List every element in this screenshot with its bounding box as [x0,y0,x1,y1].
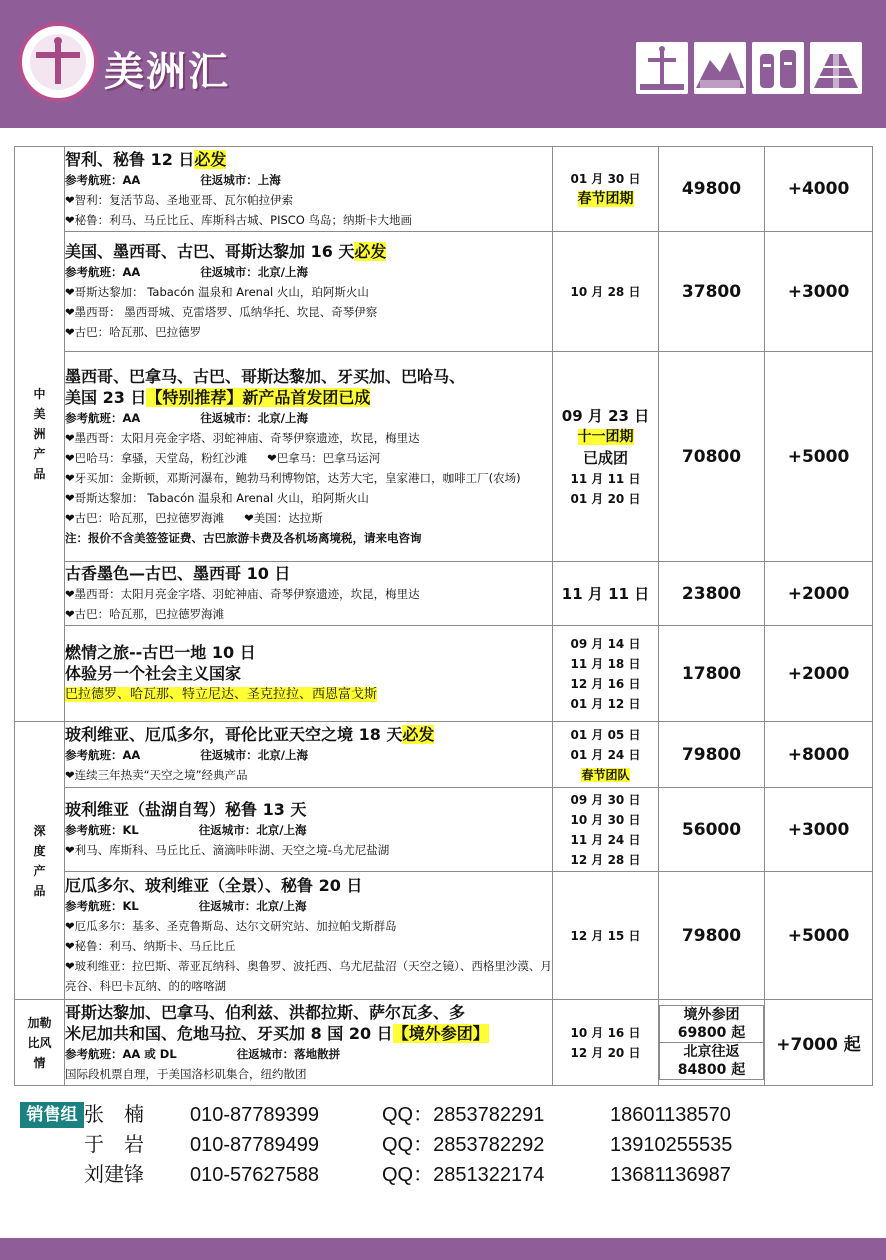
table-row [15,352,873,562]
product-desc: 美国、墨西哥、古巴、哥斯达黎加 16 天必发 参考航班：AA 往返城市：北京/上海 ❤哥斯达黎加： Tabacón 温泉和 Arenal 火山，珀阿斯火山 ❤墨西哥： 墨西哥城、克雷塔罗、瓜纳华托、坎昆、奇琴伊察 ❤古巴：哈瓦那、巴拉德罗 [65,232,553,352]
footer-bar [0,1238,886,1260]
product-price: 37800 [659,232,765,352]
christ-statue-icon [28,32,88,92]
product-price: 17800 [659,626,765,722]
product-single-supplement: +3000 [765,788,873,872]
category-caribbean: 加勒比风情 [15,1000,65,1086]
product-date: 09 月 23 日 十一团期 已成团 11 月 11 日 01 月 20 日 [553,352,659,562]
product-single-supplement: +3000 [765,232,873,352]
product-single-supplement: +7000 起 [765,1000,873,1086]
product-date: 09 月 14 日 11 月 18 日 12 月 16 日 01 月 12 日 [553,626,659,722]
product-table [14,146,873,1086]
brand-name: 美洲汇 [104,49,230,95]
table-row [15,232,873,352]
moai-icon [752,42,804,94]
table-row [15,626,873,722]
product-desc: 墨西哥、巴拿马、古巴、哥斯达黎加、牙买加、巴哈马、 美国 23 日【特别推荐】新产品首发团已成 参考航班：AA 往返城市：北京/上海 ❤墨西哥：太阳月亮金字塔、羽蛇神庙、奇琴伊察遗迹，坎昆，梅里达 ❤巴哈马：拿骚，天堂岛，粉红沙滩 ❤巴拿马：巴拿马运河 ❤牙买加：金斯顿，邓斯河瀑布，鲍勃马利博物馆，达芳大宅，皇家港口，咖啡工厂(农场) ❤哥斯达黎加： Tabacón 温泉和 Arenal 火山，珀阿斯火山 ❤古巴：哈瓦那，巴拉德罗海滩 ❤美国：达拉斯 注：报价不含美签签证费、古巴旅游卡费及各机场离境税，请来电咨询 [65,352,553,562]
product-date: 01 月 05 日 01 月 24 日 春节团队 [553,722,659,788]
table-row [15,722,873,788]
product-price: 79800 [659,722,765,788]
christ-redeemer-icon [636,42,688,94]
sales-tag: 销售组 [20,1102,84,1128]
category-deep: 深度产品 [15,722,65,1000]
product-date: 11 月 11 日 [553,562,659,626]
machu-picchu-icon [694,42,746,94]
product-date: 01 月 30 日 春节团期 [553,147,659,232]
product-price: 70800 [659,352,765,562]
product-desc: 玻利维亚、厄瓜多尔，哥伦比亚天空之境 18 天必发 参考航班：AA 往返城市：北京/上海 ❤连续三年热卖“天空之境”经典产品 [65,722,553,788]
product-desc: 智利、秘鲁 12 日必发 参考航班：AA 往返城市：上海 ❤智利：复活节岛、圣地亚哥、瓦尔帕拉伊索 ❤秘鲁：利马、马丘比丘、库斯科古城、PISCO 鸟岛；纳斯卡大地画 [65,147,553,232]
table-row [15,788,873,872]
header-banner [0,0,886,128]
product-single-supplement: +2000 [765,562,873,626]
product-price: 49800 [659,147,765,232]
product-price: 23800 [659,562,765,626]
table-row [15,147,873,232]
product-desc: 厄瓜多尔、玻利维亚（全景）、秘鲁 20 日 参考航班：KL 往返城市：北京/上海 ❤厄瓜多尔：基多、圣克鲁斯岛、达尔文研究站、加拉帕戈斯群岛 ❤秘鲁：利马、纳斯卡、马丘比丘 ❤玻利维亚：拉巴斯、蒂亚瓦纳科、奥鲁罗、波托西、乌尤尼盐沼（天空之镜）、西格里沙漠、月亮谷、科巴卡瓦纳、的的喀喀湖 [65,872,553,1000]
pyramid-icon [810,42,862,94]
product-single-supplement: +8000 [765,722,873,788]
brand-logo [18,22,98,102]
product-desc: 燃情之旅--古巴一地 10 日 体验另一个社会主义国家 巴拉德罗、哈瓦那、特立尼达、圣克拉拉、西恩富戈斯 [65,626,553,722]
product-single-supplement: +4000 [765,147,873,232]
product-date: 10 月 28 日 [553,232,659,352]
product-price: 境外参团 69800 起 北京往返 84800 起 [659,1000,765,1086]
product-date: 09 月 30 日 10 月 30 日 11 月 24 日 12 月 28 日 [553,788,659,872]
product-desc: 玻利维亚（盐湖自驾）秘鲁 13 天 参考航班：KL 往返城市：北京/上海 ❤利马、库斯科、马丘比丘、滴滴咔咔湖、天空之境-乌尤尼盐湖 [65,788,553,872]
product-single-supplement: +2000 [765,626,873,722]
table-row [15,1000,873,1086]
product-date: 12 月 15 日 [553,872,659,1000]
product-date: 10 月 16 日 12 月 20 日 [553,1000,659,1086]
category-central: 中美洲产品 [15,147,65,722]
product-desc: 古香墨色—古巴、墨西哥 10 日 ❤墨西哥：太阳月亮金字塔、羽蛇神庙、奇琴伊察遗迹，坎昆，梅里达 ❤古巴：哈瓦那，巴拉德罗海滩 [65,562,553,626]
table-row [15,872,873,1000]
product-price: 56000 [659,788,765,872]
product-single-supplement: +5000 [765,352,873,562]
product-price: 79800 [659,872,765,1000]
product-desc: 哥斯达黎加、巴拿马、伯利兹、洪都拉斯、萨尔瓦多、多 米尼加共和国、危地马拉、牙买加 8 国 20 日【境外参团】 参考航班：AA 或 DL 往返城市：落地散拼 国际段机票自理，于美国洛杉矶集合，纽约散团 [65,1000,553,1086]
product-single-supplement: +5000 [765,872,873,1000]
table-row [15,562,873,626]
